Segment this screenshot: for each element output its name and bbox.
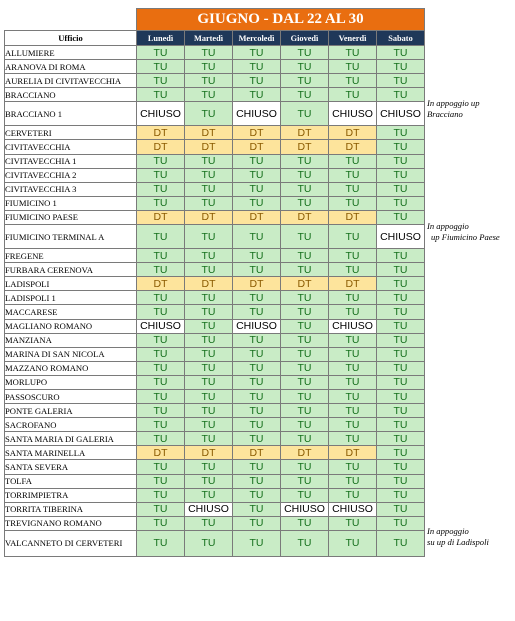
status-cell: DT — [185, 277, 233, 291]
office-name: MANZIANA — [5, 333, 137, 347]
table-row — [5, 404, 425, 418]
status-cell: DT — [137, 140, 185, 154]
office-name: CIVITAVECCHIA 3 — [5, 182, 137, 196]
status-cell: TU — [377, 168, 425, 182]
office-name: MAZZANO ROMANO — [5, 361, 137, 375]
status-cell: TU — [137, 249, 185, 263]
status-cell: TU — [185, 319, 233, 333]
office-name: CIVITAVECCHIA 2 — [5, 168, 137, 182]
status-cell: CHIUSO — [377, 225, 425, 249]
table-row — [5, 225, 425, 249]
status-cell: CHIUSO — [329, 319, 377, 333]
status-cell: TU — [377, 305, 425, 319]
status-cell: TU — [185, 418, 233, 432]
status-cell: TU — [185, 375, 233, 389]
status-cell: TU — [377, 319, 425, 333]
status-cell: TU — [137, 225, 185, 249]
office-name: CERVETERI — [5, 126, 137, 140]
table-row — [5, 361, 425, 375]
status-cell: DT — [281, 277, 329, 291]
status-cell: TU — [233, 46, 281, 60]
status-cell: TU — [377, 291, 425, 305]
status-cell: TU — [281, 182, 329, 196]
table-row — [5, 74, 425, 88]
status-cell: TU — [281, 305, 329, 319]
status-cell: TU — [233, 530, 281, 556]
status-cell: TU — [329, 291, 377, 305]
status-cell: TU — [185, 249, 233, 263]
status-cell: TU — [329, 249, 377, 263]
table-row — [5, 432, 425, 446]
status-cell: DT — [281, 446, 329, 460]
status-cell: TU — [185, 347, 233, 361]
status-cell: DT — [233, 277, 281, 291]
status-cell: TU — [137, 432, 185, 446]
office-name: PONTE GALERIA — [5, 404, 137, 418]
status-cell: TU — [185, 305, 233, 319]
table-row — [5, 305, 425, 319]
status-cell: TU — [329, 225, 377, 249]
status-cell: TU — [185, 196, 233, 210]
status-cell: TU — [329, 418, 377, 432]
status-cell: TU — [137, 530, 185, 556]
status-cell: TU — [377, 196, 425, 210]
status-cell: DT — [329, 126, 377, 140]
status-cell: TU — [329, 333, 377, 347]
status-cell: DT — [233, 126, 281, 140]
status-cell: DT — [185, 210, 233, 224]
status-cell: TU — [185, 182, 233, 196]
table-row — [5, 460, 425, 474]
status-cell: TU — [281, 516, 329, 530]
status-cell: TU — [233, 488, 281, 502]
status-cell: TU — [137, 333, 185, 347]
side-note-line: In appoggio — [427, 526, 469, 537]
status-cell: TU — [281, 404, 329, 418]
status-cell: TU — [137, 488, 185, 502]
status-cell: TU — [281, 46, 329, 60]
status-cell: TU — [137, 74, 185, 88]
status-cell: DT — [137, 210, 185, 224]
side-note — [427, 98, 480, 120]
status-cell: TU — [281, 168, 329, 182]
status-cell: TU — [329, 168, 377, 182]
status-cell: TU — [377, 404, 425, 418]
status-cell: TU — [233, 196, 281, 210]
status-cell: TU — [233, 291, 281, 305]
status-cell: TU — [281, 154, 329, 168]
status-cell: TU — [377, 530, 425, 556]
status-cell: DT — [329, 446, 377, 460]
status-cell: TU — [281, 102, 329, 126]
office-name: AURELIA DI CIVITAVECCHIA — [5, 74, 137, 88]
status-cell: TU — [281, 418, 329, 432]
status-cell: TU — [137, 263, 185, 277]
status-cell: TU — [233, 502, 281, 516]
status-cell: TU — [329, 488, 377, 502]
status-cell: TU — [377, 474, 425, 488]
status-cell: TU — [281, 263, 329, 277]
table-row — [5, 196, 425, 210]
status-cell: CHIUSO — [329, 102, 377, 126]
status-cell: TU — [281, 375, 329, 389]
status-cell: TU — [185, 88, 233, 102]
table-row — [5, 46, 425, 60]
status-cell: TU — [185, 154, 233, 168]
status-cell: TU — [137, 375, 185, 389]
status-cell: TU — [281, 225, 329, 249]
status-cell: TU — [329, 347, 377, 361]
status-cell: TU — [233, 404, 281, 418]
office-name: SACROFANO — [5, 418, 137, 432]
status-cell: TU — [185, 291, 233, 305]
status-cell: DT — [233, 140, 281, 154]
status-cell: TU — [377, 389, 425, 403]
status-cell: TU — [137, 502, 185, 516]
status-cell: TU — [377, 126, 425, 140]
table-row — [5, 249, 425, 263]
status-cell: TU — [377, 446, 425, 460]
status-cell: CHIUSO — [281, 502, 329, 516]
status-cell: TU — [137, 154, 185, 168]
status-cell: TU — [185, 333, 233, 347]
title-spacer — [5, 9, 137, 31]
column-header-giovedi: Giovedì — [281, 31, 329, 46]
status-cell: TU — [233, 432, 281, 446]
status-cell: TU — [281, 347, 329, 361]
status-cell: TU — [377, 210, 425, 224]
table-row — [5, 263, 425, 277]
column-header-venerdi: Venerdì — [329, 31, 377, 46]
status-cell: CHIUSO — [377, 102, 425, 126]
table-row — [5, 474, 425, 488]
status-cell: TU — [281, 333, 329, 347]
status-cell: TU — [329, 389, 377, 403]
status-cell: CHIUSO — [233, 102, 281, 126]
status-cell: TU — [377, 74, 425, 88]
status-cell: TU — [185, 432, 233, 446]
status-cell: TU — [185, 389, 233, 403]
status-cell: TU — [281, 196, 329, 210]
status-cell: TU — [329, 46, 377, 60]
status-cell: DT — [281, 126, 329, 140]
status-cell: DT — [137, 446, 185, 460]
status-cell: TU — [137, 182, 185, 196]
status-cell: TU — [281, 474, 329, 488]
status-cell: TU — [377, 375, 425, 389]
status-cell: CHIUSO — [233, 319, 281, 333]
office-name: FIUMICINO TERMINAL A — [5, 225, 137, 249]
status-cell: TU — [137, 389, 185, 403]
office-name: TOLFA — [5, 474, 137, 488]
status-cell: TU — [281, 389, 329, 403]
table-row — [5, 375, 425, 389]
status-cell: TU — [137, 474, 185, 488]
office-name: TORRITA TIBERINA — [5, 502, 137, 516]
status-cell: TU — [377, 60, 425, 74]
office-name: CIVITAVECCHIA — [5, 140, 137, 154]
status-cell: TU — [137, 88, 185, 102]
office-name: VALCANNETO DI CERVETERI — [5, 530, 137, 556]
status-cell: TU — [185, 263, 233, 277]
status-cell: TU — [329, 530, 377, 556]
status-cell: TU — [329, 474, 377, 488]
status-cell: TU — [137, 46, 185, 60]
table-row — [5, 291, 425, 305]
status-cell: TU — [233, 389, 281, 403]
table-row — [5, 277, 425, 291]
status-cell: TU — [377, 516, 425, 530]
status-cell: TU — [137, 516, 185, 530]
status-cell: TU — [137, 361, 185, 375]
table-row — [5, 488, 425, 502]
status-cell: TU — [281, 60, 329, 74]
status-cell: TU — [185, 46, 233, 60]
status-cell: TU — [329, 460, 377, 474]
status-cell: TU — [233, 168, 281, 182]
table-row — [5, 502, 425, 516]
status-cell: TU — [233, 74, 281, 88]
side-note-line: In appoggio up — [427, 97, 480, 108]
office-name: CIVITAVECCHIA 1 — [5, 154, 137, 168]
office-name: LADISPOLI 1 — [5, 291, 137, 305]
status-cell: DT — [329, 140, 377, 154]
side-note-line: su up di Ladispoli — [427, 537, 489, 548]
status-cell: TU — [377, 418, 425, 432]
status-cell: TU — [137, 291, 185, 305]
status-cell: DT — [185, 126, 233, 140]
status-cell: TU — [233, 305, 281, 319]
table-row — [5, 418, 425, 432]
status-cell: TU — [233, 225, 281, 249]
status-cell: TU — [185, 460, 233, 474]
table-row — [5, 168, 425, 182]
office-name: TORRIMPIETRA — [5, 488, 137, 502]
status-cell: TU — [377, 333, 425, 347]
status-cell: TU — [233, 333, 281, 347]
status-cell: TU — [329, 263, 377, 277]
status-cell: TU — [377, 502, 425, 516]
status-cell: TU — [281, 74, 329, 88]
status-cell: DT — [185, 446, 233, 460]
status-cell: TU — [185, 404, 233, 418]
status-cell: TU — [377, 460, 425, 474]
office-name: BRACCIANO 1 — [5, 102, 137, 126]
table-row — [5, 140, 425, 154]
status-cell: TU — [185, 60, 233, 74]
table-row — [5, 126, 425, 140]
column-header-lunedi: Lunedì — [137, 31, 185, 46]
status-cell: DT — [329, 210, 377, 224]
table-row — [5, 516, 425, 530]
status-cell: TU — [377, 432, 425, 446]
office-name: BRACCIANO — [5, 88, 137, 102]
status-cell: TU — [281, 319, 329, 333]
column-header-sabato: Sabato — [377, 31, 425, 46]
status-cell: CHIUSO — [137, 319, 185, 333]
status-cell: TU — [329, 196, 377, 210]
status-cell: CHIUSO — [185, 502, 233, 516]
status-cell: DT — [329, 277, 377, 291]
status-cell: TU — [233, 249, 281, 263]
status-cell: TU — [329, 432, 377, 446]
status-cell: TU — [377, 277, 425, 291]
side-note-line: In appoggio — [427, 220, 469, 231]
column-header-ufficio: Ufficio — [5, 31, 137, 46]
office-name: SANTA SEVERA — [5, 460, 137, 474]
status-cell: TU — [329, 516, 377, 530]
status-cell: TU — [281, 530, 329, 556]
status-cell: DT — [137, 126, 185, 140]
office-name: MARINA DI SAN NICOLA — [5, 347, 137, 361]
status-cell: TU — [137, 196, 185, 210]
status-cell: TU — [281, 291, 329, 305]
status-cell: TU — [185, 225, 233, 249]
table-row — [5, 60, 425, 74]
status-cell: TU — [233, 60, 281, 74]
status-cell: TU — [281, 432, 329, 446]
status-cell: TU — [377, 154, 425, 168]
column-header-mercoledi: Mercoledì — [233, 31, 281, 46]
office-name: TREVIGNANO ROMANO — [5, 516, 137, 530]
status-cell: TU — [233, 516, 281, 530]
office-name: FIUMICINO PAESE — [5, 210, 137, 224]
status-cell: CHIUSO — [137, 102, 185, 126]
status-cell: TU — [233, 88, 281, 102]
status-cell: TU — [377, 182, 425, 196]
table-row — [5, 88, 425, 102]
status-cell: TU — [137, 404, 185, 418]
table-row — [5, 446, 425, 460]
office-name: SANTA MARIA DI GALERIA — [5, 432, 137, 446]
status-cell: DT — [185, 140, 233, 154]
table-row — [5, 102, 425, 126]
status-cell: TU — [137, 347, 185, 361]
office-name: PASSOSCURO — [5, 389, 137, 403]
office-name: MAGLIANO ROMANO — [5, 319, 137, 333]
status-cell: TU — [233, 375, 281, 389]
table-row — [5, 389, 425, 403]
status-cell: TU — [233, 361, 281, 375]
side-note-line: Bracciano — [427, 108, 463, 119]
side-note-line: up Fiumicino Paese — [431, 231, 500, 242]
table-row — [5, 182, 425, 196]
status-cell: TU — [137, 60, 185, 74]
status-cell: TU — [137, 168, 185, 182]
status-cell: TU — [185, 530, 233, 556]
status-cell: TU — [233, 182, 281, 196]
office-name: FURBARA CERENOVA — [5, 263, 137, 277]
status-cell: DT — [233, 210, 281, 224]
table-row — [5, 154, 425, 168]
status-cell: TU — [233, 460, 281, 474]
status-cell: DT — [137, 277, 185, 291]
office-name: FREGENE — [5, 249, 137, 263]
status-cell: TU — [137, 460, 185, 474]
table-row — [5, 530, 425, 556]
side-note — [427, 526, 489, 548]
status-cell: TU — [185, 168, 233, 182]
office-name: FIUMICINO 1 — [5, 196, 137, 210]
office-name: MORLUPO — [5, 375, 137, 389]
status-cell: TU — [377, 361, 425, 375]
status-cell: TU — [281, 249, 329, 263]
status-cell: TU — [185, 474, 233, 488]
status-cell: TU — [377, 140, 425, 154]
status-cell: TU — [329, 60, 377, 74]
office-name: ARANOVA DI ROMA — [5, 60, 137, 74]
status-cell: TU — [137, 418, 185, 432]
schedule-table — [4, 8, 425, 557]
status-cell: TU — [377, 263, 425, 277]
status-cell: TU — [329, 404, 377, 418]
status-cell: TU — [233, 418, 281, 432]
table-row — [5, 210, 425, 224]
table-row — [5, 319, 425, 333]
status-cell: TU — [377, 347, 425, 361]
page-title: GIUGNO - DAL 22 AL 30 — [137, 9, 425, 31]
column-header-martedi: Martedì — [185, 31, 233, 46]
status-cell: TU — [233, 263, 281, 277]
header-row — [5, 31, 425, 46]
status-cell: TU — [329, 361, 377, 375]
status-cell: TU — [329, 375, 377, 389]
office-name: ALLUMIERE — [5, 46, 137, 60]
status-cell: DT — [281, 210, 329, 224]
status-cell: TU — [377, 88, 425, 102]
status-cell: TU — [185, 361, 233, 375]
status-cell: TU — [233, 347, 281, 361]
office-name: LADISPOLI — [5, 277, 137, 291]
status-cell: CHIUSO — [329, 502, 377, 516]
status-cell: TU — [329, 154, 377, 168]
status-cell: TU — [185, 74, 233, 88]
status-cell: TU — [329, 305, 377, 319]
status-cell: TU — [281, 361, 329, 375]
office-name: MACCARESE — [5, 305, 137, 319]
table-row — [5, 333, 425, 347]
status-cell: TU — [137, 305, 185, 319]
status-cell: TU — [329, 88, 377, 102]
status-cell: TU — [185, 488, 233, 502]
status-cell: TU — [281, 488, 329, 502]
status-cell: TU — [185, 516, 233, 530]
status-cell: TU — [377, 249, 425, 263]
status-cell: TU — [233, 474, 281, 488]
status-cell: TU — [377, 46, 425, 60]
status-cell: TU — [233, 154, 281, 168]
status-cell: DT — [281, 140, 329, 154]
status-cell: TU — [185, 102, 233, 126]
status-cell: TU — [281, 88, 329, 102]
status-cell: TU — [329, 182, 377, 196]
status-cell: TU — [377, 488, 425, 502]
table-row — [5, 347, 425, 361]
side-note — [427, 221, 500, 243]
status-cell: TU — [329, 74, 377, 88]
office-name: SANTA MARINELLA — [5, 446, 137, 460]
status-cell: DT — [233, 446, 281, 460]
status-cell: TU — [281, 460, 329, 474]
